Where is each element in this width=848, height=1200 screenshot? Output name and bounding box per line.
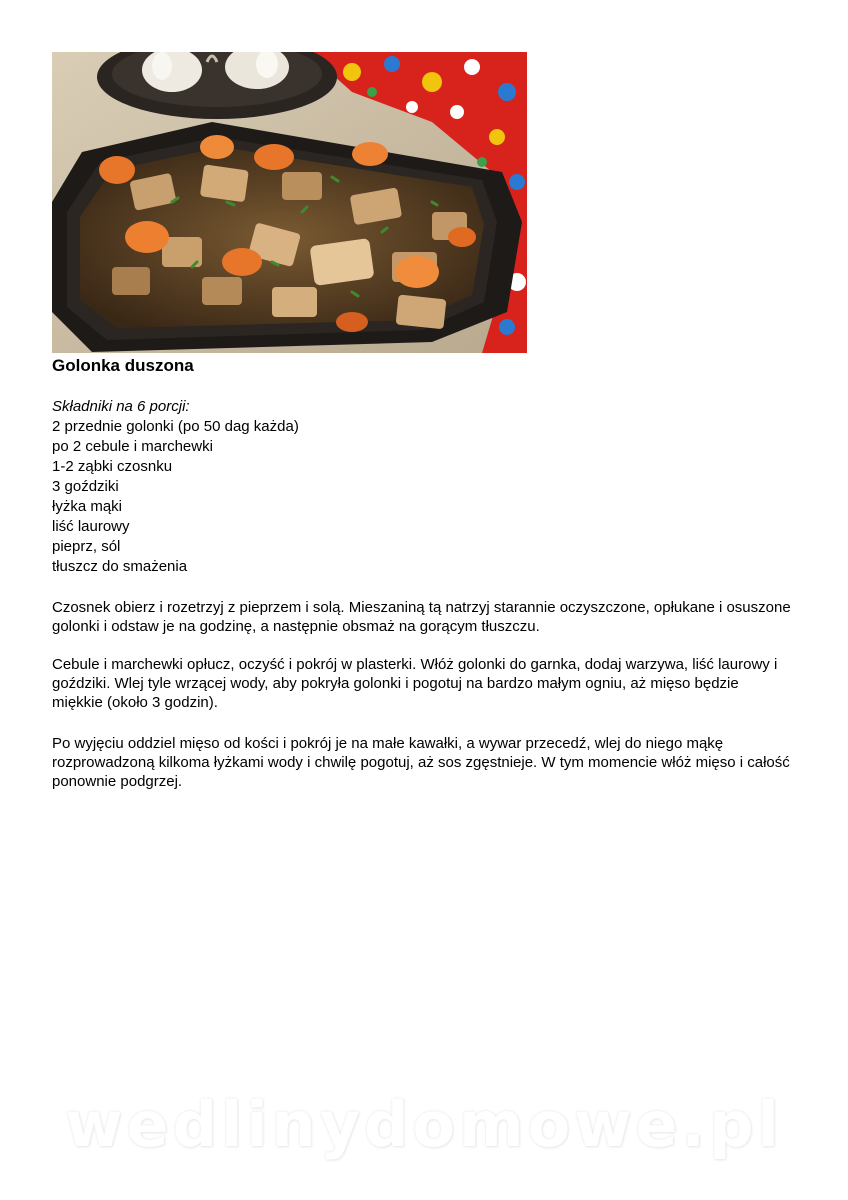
dish-photo	[52, 52, 527, 353]
ingredient-item: 3 goździki	[52, 478, 119, 495]
ingredient-item: 2 przednie golonki (po 50 dag każda)	[52, 418, 299, 435]
site-watermark: wedlinydomowe.pl	[65, 1088, 783, 1161]
instruction-step-1: Czosnek obierz i rozetrzyj z pieprzem i solą. Mieszaniną tą natrzyj starannie oczyszczone, opłukane i osuszone golonki i odstaw je na godzinę, a następnie obsmaż na gorącym tłuszczu.	[52, 599, 791, 635]
ingredients-heading: Składniki na 6 porcji:	[52, 398, 190, 415]
instruction-step-3: Po wyjęciu oddziel mięso od kości i pokrój je na małe kawałki, a wywar przecedź, wlej do niego mąkę rozprowadzoną kilkoma łyżkami wody i chwilę pogotuj, aż sos zgęstnieje. W tym momencie włóż mięso i całość ponownie podgrzej.	[52, 735, 790, 790]
ingredient-item: po 2 cebule i marchewki	[52, 438, 213, 455]
ingredient-item: tłuszcz do smażenia	[52, 558, 188, 575]
ingredient-item: liść laurowy	[52, 518, 130, 535]
instruction-step-2: Cebule i marchewki opłucz, oczyść i pokrój w plasterki. Włóż golonki do garnka, dodaj warzywa, liść laurowy i goździki. Wlej tyle wrzącej wody, aby pokryła golonki i pogotuj na bardzo małym ogniu, aż mięso będzie miękkie (około 3 godzin).	[52, 656, 778, 711]
ingredient-item: łyżka mąki	[52, 498, 123, 515]
ingredients-section	[52, 397, 752, 577]
recipe-title: Golonka duszona	[52, 356, 194, 375]
ingredient-item: pieprz, sól	[52, 538, 121, 555]
ingredient-item: 1-2 ząbki czosnku	[52, 458, 173, 475]
